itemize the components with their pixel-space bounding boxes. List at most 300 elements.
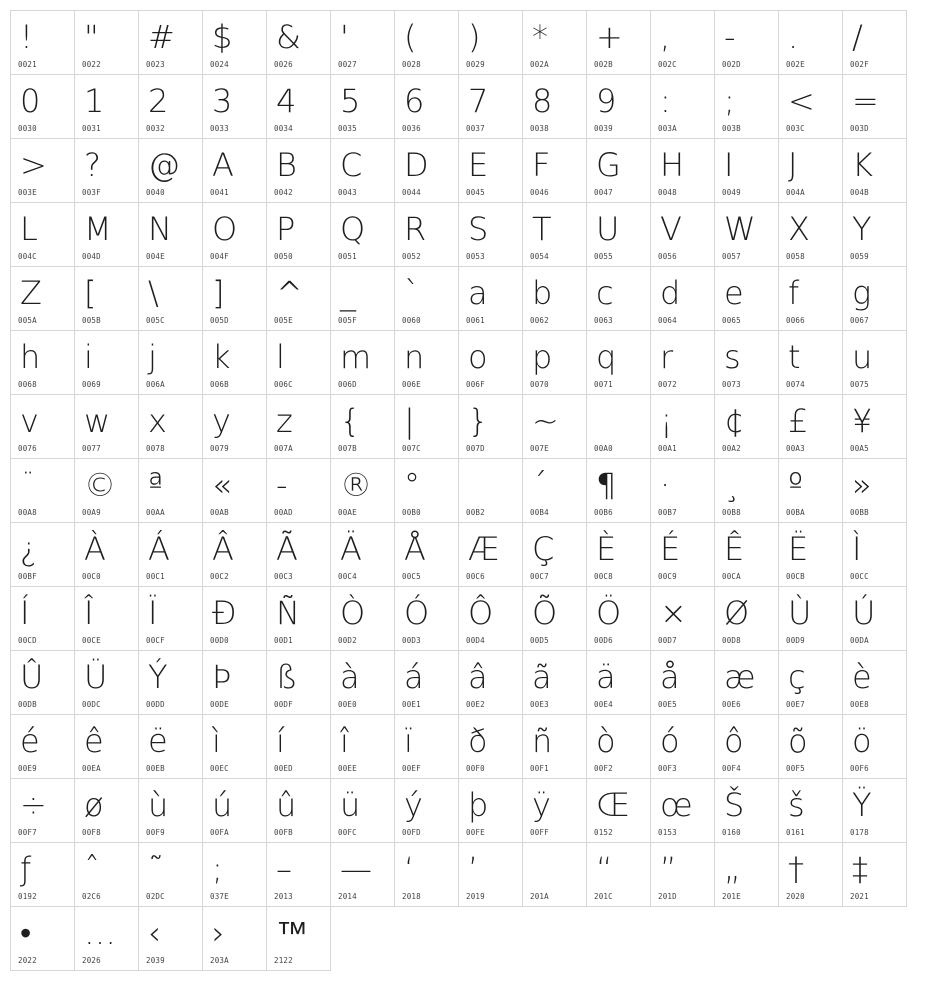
glyph-cell <box>138 650 203 715</box>
glyph-codepoint: 201A <box>530 892 549 901</box>
glyph-character: C <box>340 146 363 184</box>
glyph-cell <box>458 10 523 75</box>
glyph-cell <box>330 458 395 523</box>
glyph-character: ö <box>852 722 872 760</box>
glyph-character: h <box>20 338 41 376</box>
glyph-codepoint: 0064 <box>658 316 677 325</box>
glyph-codepoint: 00E7 <box>786 700 805 709</box>
glyph-codepoint: 005F <box>338 316 357 325</box>
glyph-cell <box>74 138 139 203</box>
glyph-codepoint: 00A2 <box>722 444 741 453</box>
glyph-codepoint: 00DA <box>850 636 869 645</box>
glyph-codepoint: 005D <box>210 316 229 325</box>
glyph-cell <box>586 266 651 331</box>
glyph-character: Š <box>724 786 745 824</box>
glyph-character: P <box>276 210 296 248</box>
glyph-cell <box>10 906 75 971</box>
glyph-cell <box>522 330 587 395</box>
glyph-codepoint: 00FE <box>466 828 485 837</box>
glyph-cell <box>778 458 843 523</box>
glyph-character: . <box>788 18 799 56</box>
glyph-codepoint: 0079 <box>210 444 229 453</box>
glyph-codepoint: 00DD <box>146 700 165 709</box>
glyph-cell <box>202 906 267 971</box>
glyph-codepoint: 00AE <box>338 508 357 517</box>
glyph-codepoint: 00D8 <box>722 636 741 645</box>
glyph-character: , <box>660 18 671 56</box>
glyph-character: ô <box>724 722 744 760</box>
glyph-cell <box>266 714 331 779</box>
glyph-cell <box>10 202 75 267</box>
glyph-cell <box>778 778 843 843</box>
glyph-cell <box>778 650 843 715</box>
glyph-character: x <box>148 402 167 440</box>
glyph-character: ð <box>468 722 488 760</box>
glyph-character: ç <box>788 658 806 696</box>
glyph-character: E <box>468 146 489 184</box>
glyph-cell <box>138 266 203 331</box>
glyph-character: Ø <box>724 594 750 632</box>
glyph-codepoint: 0067 <box>850 316 869 325</box>
glyph-cell <box>266 586 331 651</box>
glyph-character: Y <box>852 210 872 248</box>
glyph-character: 8 <box>532 82 553 120</box>
glyph-codepoint: 00F1 <box>530 764 549 773</box>
glyph-cell <box>330 138 395 203</box>
glyph-character: ß <box>276 658 298 696</box>
glyph-codepoint: 2022 <box>18 956 37 965</box>
glyph-cell <box>650 586 715 651</box>
glyph-cell <box>522 522 587 587</box>
glyph-codepoint: 00B2 <box>466 508 485 517</box>
glyph-codepoint: 006C <box>274 380 293 389</box>
glyph-character: - <box>276 466 288 504</box>
glyph-character: 7 <box>468 82 489 120</box>
glyph-codepoint: 0068 <box>18 380 37 389</box>
glyph-codepoint: 0024 <box>210 60 229 69</box>
glyph-codepoint: 0072 <box>658 380 677 389</box>
glyph-cell <box>10 394 75 459</box>
glyph-cell <box>714 202 779 267</box>
glyph-codepoint: 004A <box>786 188 805 197</box>
glyph-codepoint: 0061 <box>466 316 485 325</box>
glyph-codepoint: 00E3 <box>530 700 549 709</box>
glyph-character: q <box>596 338 617 376</box>
glyph-codepoint: 003B <box>722 124 741 133</box>
glyph-codepoint: 0057 <box>722 252 741 261</box>
glyph-character: z <box>276 402 293 440</box>
glyph-codepoint: 0076 <box>18 444 37 453</box>
glyph-codepoint: 004C <box>18 252 37 261</box>
glyph-codepoint: 002C <box>658 60 677 69</box>
glyph-cell <box>202 74 267 139</box>
glyph-codepoint: 00D3 <box>402 636 421 645</box>
glyph-character: º <box>788 466 804 504</box>
glyph-character: 0 <box>20 82 41 120</box>
glyph-codepoint: 00C5 <box>402 572 421 581</box>
glyph-codepoint: 00FC <box>338 828 357 837</box>
glyph-codepoint: 00EC <box>210 764 229 773</box>
glyph-cell <box>394 138 459 203</box>
glyph-codepoint: 00F0 <box>466 764 485 773</box>
glyph-codepoint: 0048 <box>658 188 677 197</box>
glyph-codepoint: 00A9 <box>82 508 101 517</box>
glyph-cell <box>138 138 203 203</box>
glyph-codepoint: 0040 <box>146 188 165 197</box>
glyph-cell <box>202 202 267 267</box>
glyph-codepoint: 00D4 <box>466 636 485 645</box>
glyph-character: v <box>20 402 39 440</box>
glyph-codepoint: 0070 <box>530 380 549 389</box>
glyph-character: ó <box>660 722 680 760</box>
glyph-codepoint: 00C1 <box>146 572 165 581</box>
glyph-cell <box>10 778 75 843</box>
glyph-codepoint: 2026 <box>82 956 101 965</box>
glyph-cell <box>458 74 523 139</box>
glyph-codepoint: 0059 <box>850 252 869 261</box>
glyph-character: < <box>788 82 815 120</box>
glyph-character: Ú <box>852 594 876 632</box>
glyph-cell <box>394 458 459 523</box>
glyph-character: u <box>852 338 873 376</box>
glyph-character: î <box>340 722 349 760</box>
glyph-codepoint: 0028 <box>402 60 421 69</box>
glyph-character: 2 <box>148 82 169 120</box>
glyph-cell <box>138 842 203 907</box>
glyph-character: ‡ <box>852 850 868 888</box>
glyph-character: Á <box>148 530 170 568</box>
glyph-cell <box>714 778 779 843</box>
glyph-codepoint: 00CB <box>786 572 805 581</box>
glyph-cell <box>778 586 843 651</box>
glyph-character: { <box>340 402 361 440</box>
glyph-cell <box>842 202 907 267</box>
glyph-character: ò <box>596 722 616 760</box>
glyph-codepoint: 00E8 <box>850 700 869 709</box>
glyph-cell <box>138 714 203 779</box>
glyph-character: Z <box>20 274 42 312</box>
glyph-codepoint: 00D5 <box>530 636 549 645</box>
glyph-cell <box>74 74 139 139</box>
glyph-codepoint: 0031 <box>82 124 101 133</box>
glyph-cell <box>714 394 779 459</box>
glyph-codepoint: 003D <box>850 124 869 133</box>
glyph-character: Ë <box>788 530 809 568</box>
glyph-character: á <box>404 658 424 696</box>
glyph-character: » <box>852 466 872 504</box>
glyph-cell <box>650 74 715 139</box>
glyph-codepoint: 0192 <box>18 892 37 901</box>
glyph-cell <box>842 10 907 75</box>
glyph-character: Î <box>84 594 94 632</box>
glyph-cell <box>394 10 459 75</box>
glyph-character: å <box>660 658 680 696</box>
glyph-cell <box>394 522 459 587</box>
glyph-codepoint: 00DE <box>210 700 229 709</box>
glyph-character: ú <box>212 786 233 824</box>
glyph-cell <box>10 10 75 75</box>
glyph-character: é <box>20 722 40 760</box>
glyph-character: Ç <box>532 530 555 568</box>
glyph-cell <box>650 10 715 75</box>
glyph-cell <box>138 778 203 843</box>
glyph-codepoint: 00E5 <box>658 700 677 709</box>
glyph-codepoint: 007A <box>274 444 293 453</box>
glyph-cell <box>74 10 139 75</box>
glyph-character: š <box>788 786 805 824</box>
glyph-character: [ <box>84 274 97 312</box>
glyph-character: K <box>852 146 873 184</box>
glyph-codepoint: 00B6 <box>594 508 613 517</box>
glyph-character: ' <box>340 18 349 56</box>
glyph-codepoint: 0046 <box>530 188 549 197</box>
glyph-character: 3 <box>212 82 233 120</box>
glyph-codepoint: 003E <box>18 188 37 197</box>
glyph-cell <box>842 522 907 587</box>
glyph-cell <box>458 266 523 331</box>
glyph-character: i <box>84 338 93 376</box>
glyph-character: ñ <box>532 722 553 760</box>
glyph-codepoint: 0021 <box>18 60 37 69</box>
glyph-character: › <box>212 914 225 952</box>
glyph-cell <box>74 586 139 651</box>
glyph-cell <box>394 586 459 651</box>
glyph-character: ÷ <box>20 786 47 824</box>
glyph-cell <box>522 202 587 267</box>
glyph-cell <box>266 138 331 203</box>
glyph-cell <box>394 266 459 331</box>
glyph-cell <box>650 650 715 715</box>
glyph-codepoint: 00A1 <box>658 444 677 453</box>
glyph-codepoint: 00D0 <box>210 636 229 645</box>
glyph-character: d <box>660 274 681 312</box>
glyph-codepoint: 00F7 <box>18 828 37 837</box>
glyph-character: ù <box>148 786 169 824</box>
glyph-character: N <box>148 210 172 248</box>
glyph-character: V <box>660 210 682 248</box>
glyph-codepoint: 203A <box>210 956 229 965</box>
glyph-cell <box>74 394 139 459</box>
glyph-codepoint: 00EB <box>146 764 165 773</box>
glyph-codepoint: 005A <box>18 316 37 325</box>
glyph-codepoint: 00D1 <box>274 636 293 645</box>
glyph-cell <box>650 842 715 907</box>
glyph-codepoint: 0022 <box>82 60 101 69</box>
glyph-codepoint: 00EA <box>82 764 101 773</box>
glyph-cell <box>842 458 907 523</box>
glyph-codepoint: 0071 <box>594 380 613 389</box>
glyph-cell <box>202 842 267 907</box>
glyph-codepoint: 00C8 <box>594 572 613 581</box>
glyph-character: ø <box>84 786 104 824</box>
glyph-codepoint: 0062 <box>530 316 549 325</box>
glyph-cell <box>330 266 395 331</box>
glyph-cell <box>842 650 907 715</box>
glyph-character: ’ <box>468 850 479 888</box>
glyph-character: b <box>532 274 553 312</box>
glyph-cell <box>586 10 651 75</box>
glyph-cell <box>650 138 715 203</box>
glyph-character: ( <box>404 18 417 56</box>
glyph-character: Ù <box>788 594 812 632</box>
glyph-cell <box>650 522 715 587</box>
glyph-character: ! <box>20 18 33 56</box>
glyph-codepoint: 00F3 <box>658 764 677 773</box>
glyph-cell <box>202 650 267 715</box>
glyph-cell <box>202 778 267 843</box>
glyph-cell <box>586 458 651 523</box>
glyph-character: T <box>532 210 552 248</box>
glyph-character: ) <box>468 18 481 56</box>
glyph-codepoint: 00C2 <box>210 572 229 581</box>
glyph-cell <box>522 10 587 75</box>
glyph-character: e <box>724 274 744 312</box>
glyph-cell <box>458 714 523 779</box>
glyph-codepoint: 0043 <box>338 188 357 197</box>
glyph-codepoint: 2018 <box>402 892 421 901</box>
glyph-cell <box>458 138 523 203</box>
glyph-character: m <box>340 338 372 376</box>
glyph-character: ; <box>212 850 223 888</box>
glyph-character: Â <box>212 530 234 568</box>
glyph-codepoint: 0042 <box>274 188 293 197</box>
glyph-codepoint: 0027 <box>338 60 357 69</box>
glyph-character: ¿ <box>20 530 38 568</box>
glyph-cell <box>266 202 331 267</box>
glyph-cell <box>330 394 395 459</box>
glyph-character: Ð <box>212 594 237 632</box>
glyph-codepoint: 0075 <box>850 380 869 389</box>
glyph-cell <box>714 714 779 779</box>
glyph-cell <box>138 330 203 395</box>
glyph-cell <box>458 202 523 267</box>
glyph-cell <box>138 74 203 139</box>
glyph-cell <box>522 714 587 779</box>
glyph-character: ¡ <box>660 402 673 440</box>
glyph-cell <box>842 74 907 139</box>
glyph-character: • <box>20 914 32 952</box>
glyph-cell <box>522 266 587 331</box>
glyph-codepoint: 006E <box>402 380 421 389</box>
glyph-codepoint: 00CC <box>850 572 869 581</box>
glyph-codepoint: 00DC <box>82 700 101 709</box>
glyph-cell <box>330 74 395 139</box>
glyph-codepoint: 00CE <box>82 636 101 645</box>
glyph-codepoint: 002E <box>786 60 805 69</box>
glyph-codepoint: 00E2 <box>466 700 485 709</box>
glyph-codepoint: 0152 <box>594 828 613 837</box>
glyph-cell <box>138 906 203 971</box>
glyph-codepoint: 00F2 <box>594 764 613 773</box>
glyph-codepoint: 005C <box>146 316 165 325</box>
glyph-character: Ã <box>276 530 298 568</box>
glyph-codepoint: 2020 <box>786 892 805 901</box>
glyph-character: · <box>660 466 671 504</box>
glyph-codepoint: 0023 <box>146 60 165 69</box>
glyph-character: + <box>596 18 623 56</box>
glyph-cell <box>650 778 715 843</box>
glyph-character: $ <box>212 18 233 56</box>
glyph-codepoint: 00ED <box>274 764 293 773</box>
glyph-cell <box>650 394 715 459</box>
glyph-codepoint: 00FF <box>530 828 549 837</box>
glyph-character: L <box>20 210 38 248</box>
glyph-cell <box>714 842 779 907</box>
glyph-cell <box>394 778 459 843</box>
glyph-character: © <box>84 466 116 504</box>
glyph-codepoint: 0049 <box>722 188 741 197</box>
glyph-codepoint: 00C7 <box>530 572 549 581</box>
glyph-cell <box>586 778 651 843</box>
glyph-codepoint: 0055 <box>594 252 613 261</box>
glyph-character: # <box>148 18 175 56</box>
glyph-character: Æ <box>468 530 500 568</box>
glyph-character: / <box>852 18 863 56</box>
glyph-cell <box>10 330 75 395</box>
glyph-character: ¥ <box>852 402 873 440</box>
glyph-character: H <box>660 146 685 184</box>
glyph-cell <box>74 906 139 971</box>
glyph-codepoint: 00D6 <box>594 636 613 645</box>
glyph-character: & <box>276 18 301 56</box>
glyph-cell <box>778 714 843 779</box>
glyph-cell <box>714 458 779 523</box>
glyph-character: ¸ <box>724 466 740 504</box>
glyph-codepoint: 00D7 <box>658 636 677 645</box>
glyph-codepoint: 00CD <box>18 636 37 645</box>
glyph-cell <box>714 650 779 715</box>
glyph-cell <box>138 394 203 459</box>
glyph-cell <box>522 138 587 203</box>
glyph-codepoint: 00D2 <box>338 636 357 645</box>
glyph-character: Ï <box>148 594 158 632</box>
glyph-cell <box>458 394 523 459</box>
glyph-cell <box>266 394 331 459</box>
glyph-character: * <box>532 18 548 56</box>
glyph-cell <box>842 842 907 907</box>
glyph-character: Ö <box>596 594 622 632</box>
glyph-codepoint: 0053 <box>466 252 485 261</box>
glyph-character: > <box>20 146 47 184</box>
glyph-cell <box>522 842 587 907</box>
glyph-cell <box>10 522 75 587</box>
glyph-codepoint: 00C0 <box>82 572 101 581</box>
glyph-codepoint: 00AA <box>146 508 165 517</box>
glyph-codepoint: 0077 <box>82 444 101 453</box>
glyph-codepoint: 0056 <box>658 252 677 261</box>
glyph-cell <box>842 266 907 331</box>
glyph-character: Ñ <box>276 594 300 632</box>
glyph-codepoint: 0033 <box>210 124 229 133</box>
glyph-codepoint: 0047 <box>594 188 613 197</box>
glyph-codepoint: 004F <box>210 252 229 261</box>
glyph-character: ´ <box>532 466 548 504</box>
glyph-character: ï <box>404 722 413 760</box>
glyph-cell <box>458 458 523 523</box>
glyph-codepoint: 0065 <box>722 316 741 325</box>
glyph-character: p <box>532 338 553 376</box>
glyph-character: ü <box>340 786 361 824</box>
glyph-character: … <box>84 914 116 952</box>
glyph-cell <box>458 650 523 715</box>
glyph-character: þ <box>468 786 489 824</box>
glyph-cell <box>586 202 651 267</box>
glyph-cell <box>842 778 907 843</box>
glyph-cell <box>138 458 203 523</box>
glyph-cell <box>458 778 523 843</box>
glyph-character: û <box>276 786 297 824</box>
glyph-cell <box>522 778 587 843</box>
